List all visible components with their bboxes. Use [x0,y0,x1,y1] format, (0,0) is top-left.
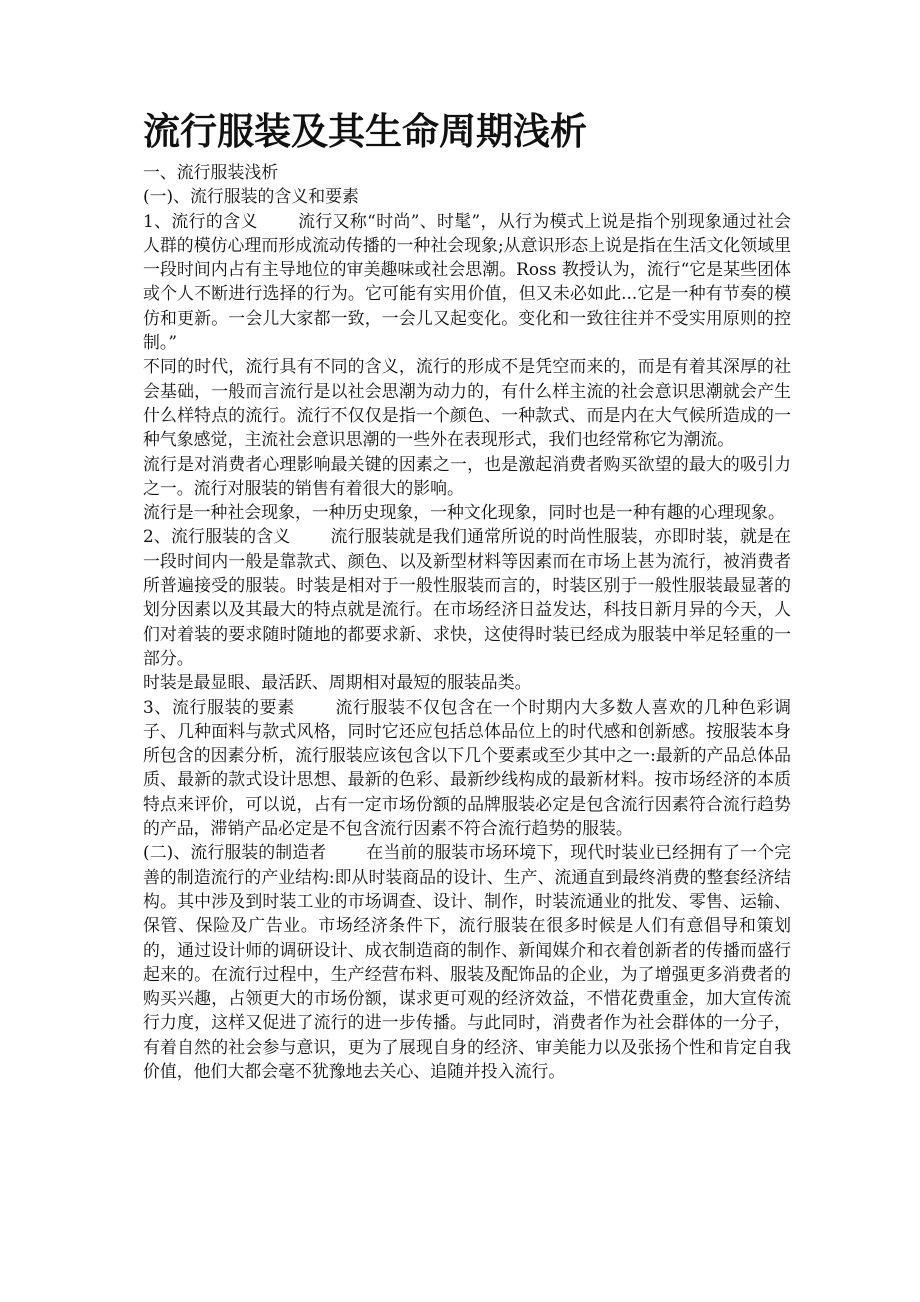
section-4-label: (二)、流行服装的制造者 [143,842,327,863]
section-2-text: 流行服装就是我们通常所说的时尚性服装，亦即时装，就是在一段时间内一般是靠款式、颜色、以及新型材料等因素而在市场上甚为流行，被消费者所普遍接受的服装。时装是相对于一般性服装而言的，时装区别于一般性服装最显著的划分因素以及其最大的特点就是流行。在市场经济日益发达，科技日新月异的今天，人们对着装的要求随时随地的都要求新、求快，这使得时装已经成为服装中举足轻重的一部分。 [143,526,791,668]
section-3-paragraph [143,695,791,841]
section-1-label: 1、流行的含义 [143,210,258,231]
section-2-paragraph [143,524,791,670]
section-3-label: 3、流行服装的要素 [143,696,295,717]
paragraph-c: 流行是一种社会现象，一种历史现象，一种文化现象，同时也是一种有趣的心理现象。 [143,502,785,523]
paragraph-a: 不同的时代，流行具有不同的含义，流行的形成不是凭空而来的，而是有着其深厚的社会基础，一般而言流行是以社会思潮为动力的，有什么样主流的社会意识思潮就会产生什么样特点的流行。流行不仅仅是指一个颜色、一种款式、而是内在大气候所造成的一种气象感觉，主流社会意识思潮的一些外在表现形式，我们也经常称它为潮流。 [143,356,791,450]
section-4-text: 在当前的服装市场环境下，现代时装业已经拥有了一个完善的制造流行的产业结构:即从时装商品的设计、生产、流通直到最终消费的整套经济结构。其中涉及到时装工业的市场调查、设计、制作，时装流通业的批发、零售、运输、保管、保险及广告业。市场经济条件下，流行服装在很多时候是人们有意倡导和策划的，通过设计师的调研设计、成衣制造商的制作、新闻媒介和衣着创新者的传播而盛行起来的。在流行过程中，生产经营布料、服装及配饰品的企业，为了增强更多消费者的购买兴趣，占领更大的市场份额，谋求更可观的经济效益，不惜花费重金，加大宣传流行力度，这样又促进了流行的进一步传播。与此同时，消费者作为社会群体的一分子，有着自然的社会参与意识，更为了展现自身的经济、审美能力以及张扬个性和肯定自我价值，他们大都会毫不犹豫地去关心、追随并投入流行。 [143,842,791,1081]
section-1-text: 流行又称“时尚”、时髦”，从行为模式上说是指个别现象通过社会人群的模仿心理而形成流动传播的一种社会现象;从意识形态上说是指在生活文化领域里一段时间内占有主导地位的审美趣味或社会思潮。Ross 教授认为，流行“它是某些团体或个人不断进行选择的行为。它可能有实用价值，但又未必如此...它是一种有节奏的模仿和更新。一会儿大家都一致，一会儿又起变化。变化和一致往往并不受实用原则的控制。” [143,210,791,353]
section-1-paragraph [143,209,791,355]
section-4-paragraph [143,840,791,1083]
document-body [143,160,791,1083]
paragraph-b: 流行是对消费者心理影响最关键的因素之一，也是激起消费者购买欲望的最大的吸引力之一。流行对服装的销售有着很大的影响。 [143,453,791,498]
document-content [143,108,791,1083]
document-title: 流行服装及其生命周期浅析 [143,110,587,153]
section-2-label: 2、流行服装的含义 [143,526,291,547]
heading-level1: 一、流行服装浅析 [143,162,279,182]
heading-level2: (一)、流行服装的含义和要素 [143,186,359,207]
section-3-text: 流行服装不仅包含在一个时期内大多数人喜欢的几种色彩调子、几种面料与款式风格，同时它还应包括总体品位上的时代感和创新感。按服装本身所包含的因素分析，流行服装应该包含以下几个要素或至少其中之一:最新的产品总体品质、最新的款式设计思想、最新的色彩、最新纱线构成的最新材料。按市场经济的本质特点来评价，可以说，占有一定市场份额的品牌服装必定是包含流行因素符合流行趋势的产品，滞销产品必定是不包含流行因素不符合流行趋势的服装。 [143,696,791,839]
paragraph-d: 时装是最显眼、最活跃、周期相对最短的服装品类。 [143,672,532,693]
